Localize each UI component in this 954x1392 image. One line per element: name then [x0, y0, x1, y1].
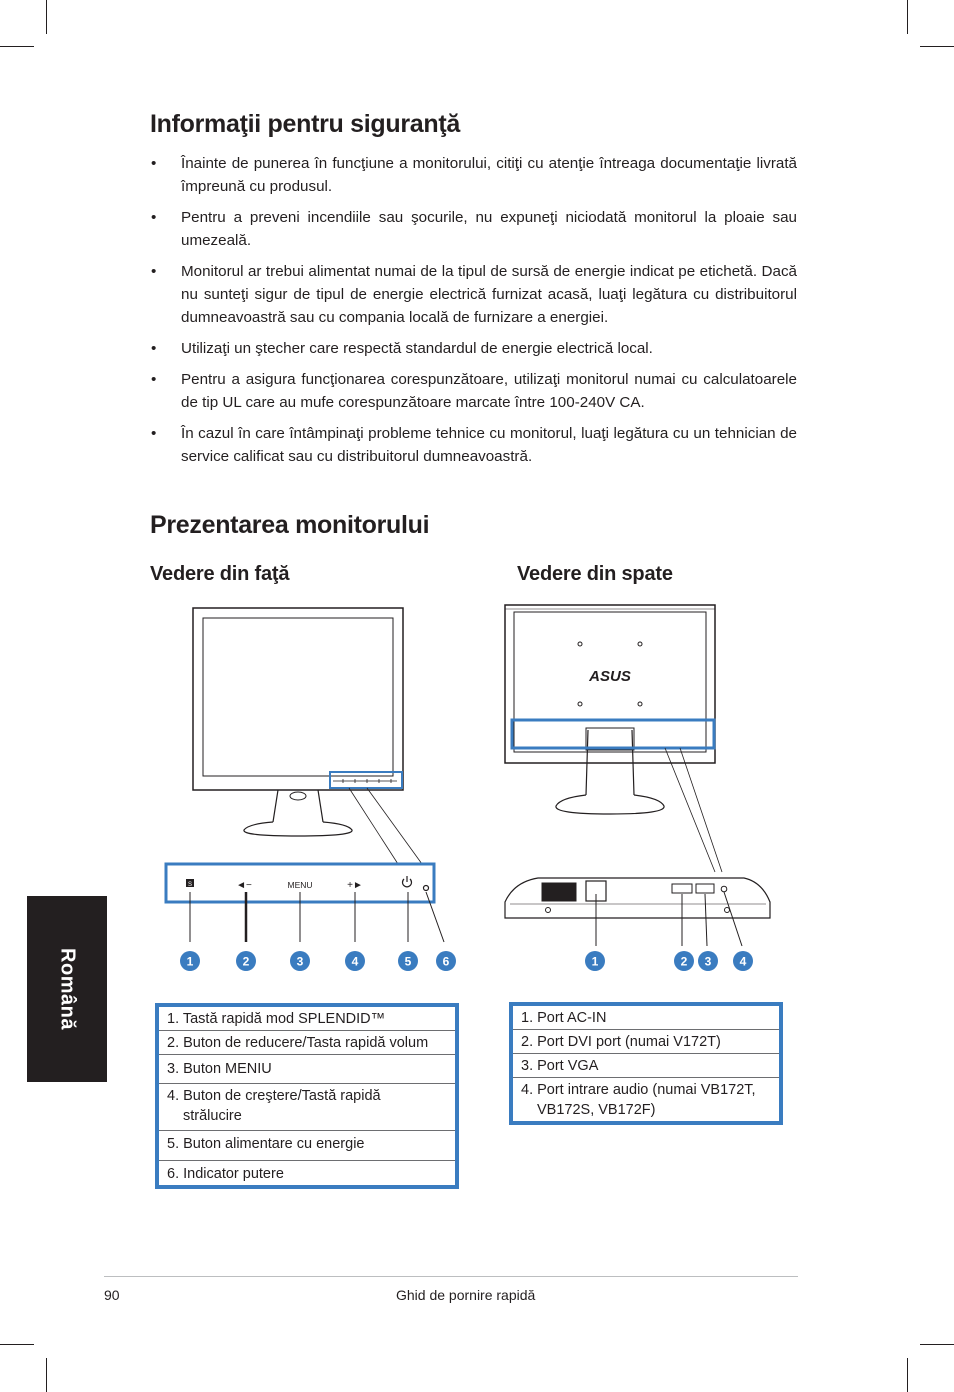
front-view-diagram: [150, 600, 470, 980]
front-view-title: Vedere din faţă: [150, 563, 290, 585]
badge-1: 1: [591, 954, 599, 969]
asus-logo: ASUS: [589, 668, 631, 685]
badge-4: 4: [351, 954, 359, 969]
page-number: 90: [104, 1287, 120, 1303]
legend-row: 3. Port VGA: [513, 1054, 779, 1078]
legend-row: 4. Buton de creştere/Tastă rapidă strălucire: [159, 1084, 455, 1131]
footer-title: Ghid de pornire rapidă: [396, 1287, 536, 1303]
power-indicator: [424, 886, 429, 891]
crop-mark: [907, 1358, 908, 1392]
monitor-rear: [505, 605, 715, 814]
legend-row: 5. Buton alimentare cu energie: [159, 1131, 455, 1161]
crop-mark: [46, 0, 47, 34]
port-pointers: [596, 892, 742, 946]
crop-mark: [920, 1344, 954, 1345]
legend-row: 4. Port intrare audio (numai VB172T, VB172S, VB172F): [521, 1082, 756, 1118]
safety-list: [151, 152, 797, 476]
badge-2: 2: [680, 954, 688, 969]
badge-1: 1: [186, 954, 194, 969]
list-item: • Pentru a asigura funcţionarea corespunzătoare, utilizaţi monitorul numai cu calculatoarele de tip UL care au mufe corespunzătoare marcate între 100-240V CA.: [151, 371, 797, 411]
badge-4: 4: [739, 954, 747, 969]
list-item: • Monitorul ar trebui alimentat numai de la tipul de sursă de energie indicat pe etichetă. Dacă nu sunteţi sigur de tipul de energie electrică furnizat acasă, luaţi legătura cu distribuitorul dumneavoastră sau cu compania locală de furnizare a energiei.: [151, 263, 797, 326]
monitor-front: [193, 608, 403, 836]
back-legend: [509, 1002, 783, 1125]
legend-row: 1. Port AC-IN: [513, 1006, 779, 1030]
legend-row: 2. Buton de reducere/Tasta rapidă volum: [159, 1031, 455, 1055]
crop-mark: [0, 1344, 34, 1345]
crop-mark: [0, 46, 34, 47]
badge-6: 6: [442, 954, 450, 969]
safety-title: Informaţii pentru siguranţă: [150, 110, 460, 138]
splendid-label: S: [187, 882, 193, 888]
crop-mark: [907, 0, 908, 34]
crop-mark: [46, 1358, 47, 1392]
ports-highlight: [512, 720, 714, 748]
legend-row: 3. Buton MENIU: [159, 1055, 455, 1084]
section-title: Prezentarea monitorului: [150, 511, 430, 539]
number-badges: [585, 951, 753, 971]
language-tab: Română: [27, 896, 107, 1082]
front-legend: [155, 1003, 459, 1189]
list-item: • Înainte de punerea în funcţiune a monitorului, citiţi cu atenţie întreaga documentaţie livrată împreună cu produsul.: [151, 155, 797, 195]
crop-mark: [920, 46, 954, 47]
volume-down-label: ◄−: [236, 880, 252, 891]
badge-3: 3: [296, 954, 304, 969]
brightness-up-label: +►: [347, 880, 363, 891]
menu-label: MENU: [287, 880, 313, 890]
badge-3: 3: [704, 954, 712, 969]
callout-line: [665, 748, 715, 872]
list-item: • În cazul în care întâmpinaţi probleme tehnice cu monitorul, luaţi legătura cu un tehnician de service calificat sau cu distribuitorul dumneavoastră.: [151, 425, 797, 465]
back-view-title: Vedere din spate: [517, 563, 673, 585]
badge-5: 5: [404, 954, 412, 969]
list-item: • Utilizaţi un ştecher care respectă standardul de energie electrică local.: [151, 340, 653, 357]
callout-line: [367, 788, 422, 864]
callout-line: [349, 788, 398, 864]
legend-row: 2. Port DVI port (numai V172T): [513, 1030, 779, 1054]
list-item: • Pentru a preveni incendiile sau şocurile, nu expuneţi niciodată monitorul la ploaie sau umezeală.: [151, 209, 797, 249]
legend-row: 1. Tastă rapidă mod SPLENDID™: [159, 1007, 455, 1031]
callout-line: [680, 748, 722, 872]
badge-2: 2: [242, 954, 250, 969]
legend-row: 6. Indicator putere: [167, 1166, 284, 1182]
footer-rule: [104, 1276, 798, 1277]
number-badges: [180, 951, 456, 971]
rear-view-diagram: [500, 600, 790, 980]
front-buttons-strip: [333, 779, 397, 783]
